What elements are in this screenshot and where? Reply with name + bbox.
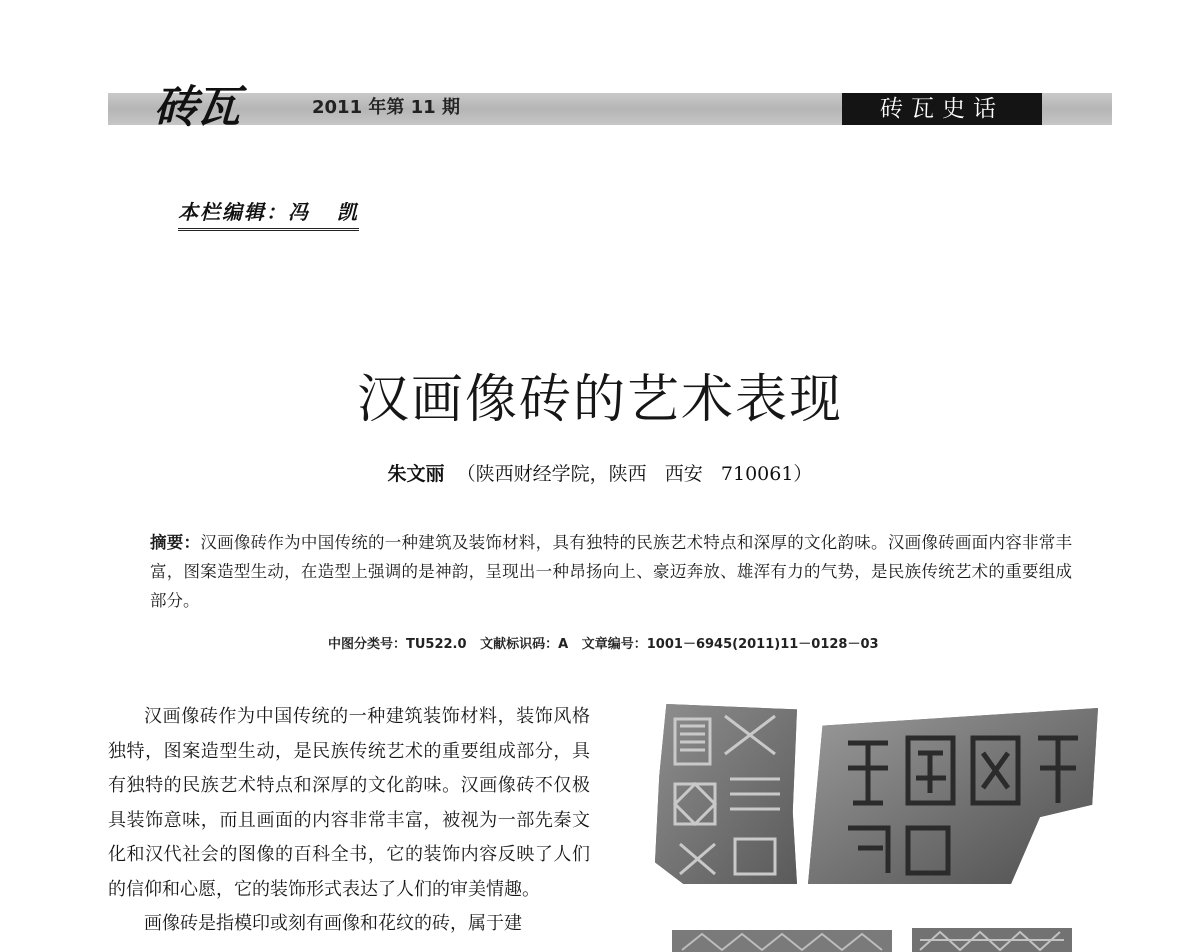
body-paragraph-2: 画像砖是指模印或刻有画像和花纹的砖，属于建 [144, 913, 522, 934]
author-affiliation: （陕西财经学院，陕西 西安 710061） [456, 463, 813, 485]
column-tag: 砖瓦史话 [842, 93, 1042, 125]
author-name: 朱文丽 [387, 463, 445, 485]
brick-photo-geometric [655, 704, 797, 884]
journal-logo: 砖瓦 [154, 82, 238, 133]
brick-photo-pattern-right [912, 928, 1072, 952]
brick-photo-inscribed [808, 708, 1098, 884]
column-editor: 本栏编辑：冯 凯 [178, 196, 359, 231]
classification-info: 中图分类号：TU522.0 文献标识码：A 文章编号：1001－6945(2011)11－0128－03 [328, 637, 879, 652]
abstract-label: 摘要： [150, 533, 201, 552]
abstract-text: 汉画像砖作为中国传统的一种建筑及装饰材料，具有独特的民族艺术特点和深厚的文化韵味。汉画像砖画面内容非常丰富，图案造型生动，在造型上强调的是神韵，呈现出一种昂扬向上、豪迈奔放、雄浑有力的气势，是民族传统艺术的重要组成部分。 [150, 533, 1073, 610]
abstract [150, 528, 1072, 615]
body-column [108, 700, 590, 942]
brick-photo-pattern-left [672, 930, 892, 952]
byline [0, 460, 1200, 488]
body-paragraph-1: 汉画像砖作为中国传统的一种建筑装饰材料，装饰风格独特，图案造型生动，是民族传统艺术的重要组成部分，具有独特的民族艺术特点和深厚的文化韵味。汉画像砖不仅极具装饰意味，而且画面的内容非常丰富，被视为一部先秦文化和汉代社会的图像的百科全书，它的装饰内容反映了人们的信仰和心愿，它的装饰形式表达了人们的审美情趣。 [108, 706, 590, 900]
issue-number: 2011 年第 11 期 [312, 97, 460, 118]
article-title: 汉画像砖的艺术表现 [356, 370, 843, 430]
